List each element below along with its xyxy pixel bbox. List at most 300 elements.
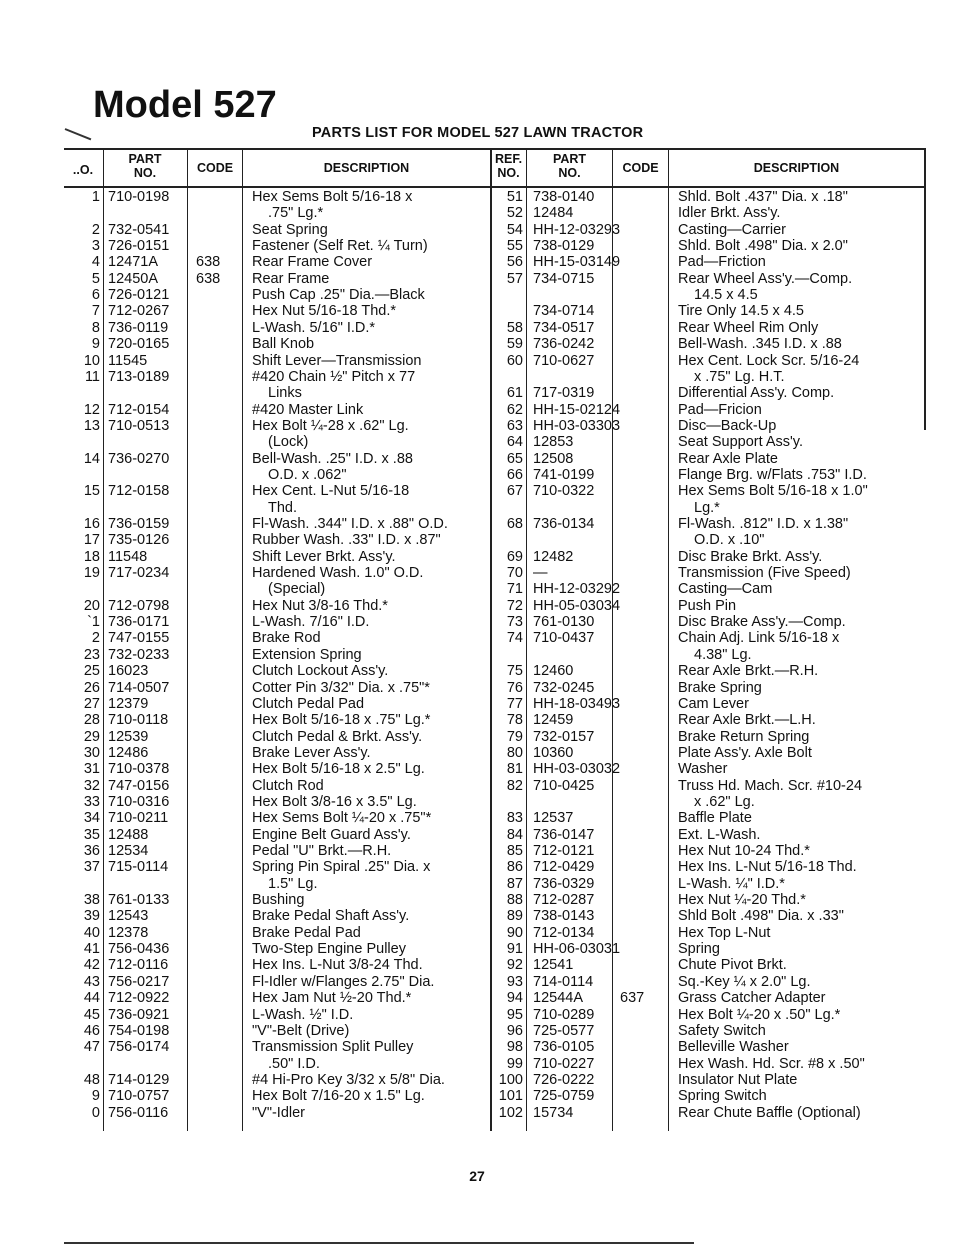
- part-no: 756-0116: [108, 1104, 169, 1121]
- description: Hex Sems Bolt 5/16-18 x: [252, 189, 413, 205]
- part-no: 714-0507: [108, 679, 170, 696]
- part-no: HH-03-03303: [533, 417, 621, 434]
- ref-no: 88: [506, 892, 523, 909]
- part-no: 12486: [108, 744, 149, 761]
- description: Disc—Back-Up: [678, 417, 777, 434]
- description: Spring Switch: [678, 1088, 767, 1105]
- description: Grass Catcher Adapter: [678, 990, 826, 1007]
- ref-no: 83: [506, 810, 523, 827]
- description: Hardened Wash. 1.0" O.D.: [252, 565, 424, 582]
- description: Brake Return Spring: [678, 728, 810, 745]
- part-no: 734-0714: [533, 303, 595, 320]
- description: Hex Cent. Lock Scr. 5/16-24: [678, 352, 860, 369]
- ref-no: 62: [506, 401, 523, 418]
- ref-no: 74: [506, 630, 523, 647]
- part-no: 712-0134: [533, 924, 595, 941]
- ref-no: 86: [506, 859, 523, 876]
- part-no: 712-0158: [108, 483, 170, 500]
- part-no: 747-0156: [108, 777, 170, 794]
- part-no: HH-03-03032: [533, 761, 621, 778]
- ref-no: 35: [83, 826, 100, 843]
- description: Belleville Washer: [678, 1039, 789, 1056]
- part-no: 12450A: [108, 270, 158, 287]
- part-no: 736-0119: [108, 319, 169, 336]
- part-no: 712-0121: [533, 843, 595, 859]
- code: 638: [196, 254, 221, 271]
- part-no: 756-0436: [108, 941, 170, 958]
- description: Idler Brkt. Ass'y.: [678, 205, 781, 222]
- ref-no: 3: [91, 238, 100, 255]
- description: x .62" Lg.: [694, 793, 755, 810]
- ref-no: 5: [91, 270, 100, 287]
- description: Shift Lever—Transmission: [252, 352, 422, 369]
- ref-no: 8: [91, 319, 100, 336]
- ref-no: 6: [91, 287, 100, 304]
- ref-no: 78: [506, 712, 523, 729]
- col-divider-code-desc-right: [668, 148, 669, 1131]
- part-no: 12541: [533, 957, 574, 974]
- description: Spring Pin Spiral .25" Dia. x: [252, 859, 431, 876]
- ref-no: 71: [506, 581, 523, 598]
- description: 14.5 x 4.5: [694, 287, 758, 304]
- part-no: 12543: [108, 908, 149, 925]
- part-no: 714-0114: [533, 973, 594, 990]
- ref-no: 26: [83, 679, 100, 696]
- part-no: HH-06-03031: [533, 941, 621, 958]
- ref-no: 73: [506, 614, 523, 631]
- header-ref-right: REF. NO.: [494, 152, 523, 180]
- description: (Lock): [268, 434, 309, 451]
- description: #420 Chain ½" Pitch x 77: [252, 368, 416, 385]
- part-no: 710-0118: [108, 712, 169, 729]
- part-no: 725-0577: [533, 1022, 595, 1039]
- description: Plate Ass'y. Axle Bolt: [678, 744, 812, 761]
- part-no: 12459: [533, 712, 574, 729]
- description: #4 Hi-Pro Key 3/32 x 5/8" Dia.: [252, 1071, 445, 1088]
- table-top-rule: [64, 148, 925, 150]
- part-no: HH-05-03034: [533, 597, 621, 614]
- description: (Special): [268, 581, 326, 598]
- ref-no: 39: [83, 908, 100, 925]
- ref-no: 32: [83, 777, 100, 794]
- description: Engine Belt Guard Ass'y.: [252, 826, 411, 843]
- part-no: HH-15-02124: [533, 401, 621, 418]
- description: Rear Frame Cover: [252, 254, 373, 271]
- description: Fl-Wash. .344" I.D. x .88" O.D.: [252, 516, 448, 532]
- ref-no: 30: [83, 744, 100, 761]
- description: O.D. x .062": [268, 466, 347, 483]
- bottom-rule: [64, 1242, 694, 1244]
- part-no: 717-0319: [533, 385, 595, 402]
- ref-no: 52: [506, 205, 523, 222]
- description: Fastener (Self Ret. ¼ Turn): [252, 238, 428, 255]
- ref-no: 60: [506, 352, 523, 369]
- description: .75" Lg.*: [268, 205, 324, 222]
- description: Insulator Nut Plate: [678, 1071, 798, 1088]
- part-no: HH-12-03293: [533, 221, 621, 238]
- header-part-left: PART NO.: [128, 152, 162, 180]
- header-bottom-rule: [64, 186, 925, 188]
- description: Casting—Cam: [678, 581, 773, 598]
- ref-no: 42: [83, 957, 100, 974]
- part-no: 15734: [533, 1104, 574, 1121]
- part-no: 12539: [108, 728, 149, 745]
- ref-no: 20: [83, 597, 100, 614]
- ref-no: 98: [506, 1039, 523, 1056]
- description: Pad—Fricion: [678, 401, 762, 418]
- ref-no: 84: [506, 826, 523, 843]
- ref-no: 12: [83, 401, 100, 418]
- ref-no: 75: [506, 663, 523, 680]
- part-no: 732-0233: [108, 646, 170, 663]
- ref-no: 11: [84, 368, 100, 385]
- description: Ball Knob: [252, 336, 315, 353]
- ref-no: 65: [506, 450, 523, 467]
- ref-no: 23: [83, 646, 100, 663]
- ref-no: 59: [506, 336, 523, 353]
- ref-no: 13: [83, 417, 100, 434]
- description: L-Wash. ½" I.D.: [252, 1006, 354, 1023]
- ref-no: 14: [83, 450, 100, 467]
- ref-no: 95: [506, 1006, 523, 1023]
- description: Hex Ins. L-Nut 3/8-24 Thd.: [252, 957, 423, 974]
- description: Sq.-Key ¼ x 2.0" Lg.: [678, 973, 811, 990]
- ref-no: 55: [506, 238, 523, 255]
- description: Hex Jam Nut ½-20 Thd.*: [252, 990, 412, 1007]
- description: Hex Bolt 5/16-18 x .75" Lg.*: [252, 712, 431, 729]
- part-no: 736-0134: [533, 516, 595, 532]
- part-no: 734-0715: [533, 270, 595, 287]
- part-no: —: [533, 565, 548, 582]
- ref-no: 66: [506, 466, 523, 483]
- ref-no: 45: [83, 1006, 100, 1023]
- description: Disc Brake Brkt. Ass'y.: [678, 548, 823, 565]
- header-code-left: CODE: [196, 161, 234, 175]
- description: Rear Wheel Rim Only: [678, 319, 819, 336]
- description: Hex Nut 10-24 Thd.*: [678, 843, 810, 859]
- description: Pedal "U" Brkt.—R.H.: [252, 843, 392, 859]
- description: O.D. x .10": [694, 532, 765, 549]
- description: Flange Brg. w/Flats .753" I.D.: [678, 466, 867, 483]
- part-no: 738-0143: [533, 908, 595, 925]
- ref-no: 69: [506, 548, 523, 565]
- description: Spring: [678, 941, 720, 958]
- part-no: 712-0429: [533, 859, 595, 876]
- ref-no: 47: [83, 1039, 100, 1056]
- description: Chain Adj. Link 5/16-18 x: [678, 630, 840, 647]
- part-no: 717-0234: [108, 565, 170, 582]
- part-no: 710-0757: [108, 1088, 170, 1105]
- part-no: 712-0154: [108, 401, 170, 418]
- description: x .75" Lg. H.T.: [694, 368, 785, 385]
- part-no: 12460: [533, 663, 574, 680]
- ref-no: 16: [83, 516, 100, 532]
- description: Brake Lever Ass'y.: [252, 744, 371, 761]
- header-code-right: CODE: [622, 161, 659, 175]
- ref-no: 2: [91, 630, 100, 647]
- ref-no: 27: [83, 695, 100, 712]
- ref-no: 38: [83, 892, 100, 909]
- part-no: 12544A: [533, 990, 583, 1007]
- part-no: 726-0222: [533, 1071, 595, 1088]
- description: Shift Lever Brkt. Ass'y.: [252, 548, 396, 565]
- part-no: 710-0227: [533, 1055, 595, 1072]
- description: Hex Bolt 7/16-20 x 1.5" Lg.: [252, 1088, 425, 1105]
- ref-no: 40: [83, 924, 100, 941]
- part-no: 12482: [533, 548, 574, 565]
- part-no: 736-0270: [108, 450, 170, 467]
- description: Baffle Plate: [678, 810, 752, 827]
- part-no: 712-0798: [108, 597, 170, 614]
- description: Brake Pedal Pad: [252, 924, 361, 941]
- description: Differential Ass'y. Comp.: [678, 385, 835, 402]
- ref-no: 19: [83, 565, 100, 582]
- page-title: Model 527: [93, 84, 277, 126]
- header-desc-left: DESCRIPTION: [323, 161, 410, 175]
- description: Hex Cent. L-Nut 5/16-18: [252, 483, 410, 500]
- header-ref-left: ..O.: [72, 163, 94, 177]
- code: 638: [196, 270, 221, 287]
- description: Ext. L-Wash.: [678, 826, 761, 843]
- ref-no: 70: [506, 565, 523, 582]
- part-no: 726-0151: [108, 238, 170, 255]
- part-no: 732-0541: [108, 221, 170, 238]
- part-no: 725-0759: [533, 1088, 595, 1105]
- part-no: 714-0129: [108, 1071, 170, 1088]
- part-no: 710-0211: [108, 810, 169, 827]
- ref-no: 4: [91, 254, 100, 271]
- ref-no: 76: [506, 679, 523, 696]
- part-no: 10360: [533, 744, 574, 761]
- part-no: 736-0329: [533, 875, 595, 892]
- ref-no: 17: [83, 532, 100, 549]
- description: Fl-Idler w/Flanges 2.75" Dia.: [252, 973, 435, 990]
- ref-no: 44: [83, 990, 100, 1007]
- part-no: 726-0121: [108, 287, 170, 304]
- ref-no: 34: [83, 810, 100, 827]
- part-no: 761-0130: [533, 614, 595, 631]
- part-no: 12378: [108, 924, 149, 941]
- col-divider-code-desc: [242, 148, 243, 1131]
- ref-no: 101: [498, 1088, 523, 1105]
- description: Cam Lever: [678, 695, 749, 712]
- part-no: 710-0378: [108, 761, 170, 778]
- description: Hex Bolt ¼-20 x .50" Lg.*: [678, 1006, 841, 1023]
- part-no: 756-0174: [108, 1039, 170, 1056]
- ref-no: 7: [91, 303, 100, 320]
- ref-no: 58: [506, 319, 523, 336]
- part-no: 715-0114: [108, 859, 169, 876]
- part-no: 734-0517: [533, 319, 595, 336]
- part-no: 735-0126: [108, 532, 170, 549]
- ref-no: 15: [83, 483, 100, 500]
- description: Chute Pivot Brkt.: [678, 957, 787, 974]
- part-no: 12537: [533, 810, 574, 827]
- ref-no: 67: [506, 483, 523, 500]
- description: Brake Rod: [252, 630, 321, 647]
- description: Hex Ins. L-Nut 5/16-18 Thd.: [678, 859, 857, 876]
- description: Rear Axle Brkt.—L.H.: [678, 712, 816, 729]
- part-no: 12484: [533, 205, 574, 222]
- part-no: 710-0425: [533, 777, 595, 794]
- ref-no: 51: [506, 189, 523, 205]
- description: Rear Axle Plate: [678, 450, 778, 467]
- description: L-Wash. 7/16" I.D.: [252, 614, 370, 631]
- description: "V"-Belt (Drive): [252, 1022, 350, 1039]
- description: Casting—Carrier: [678, 221, 786, 238]
- ref-no: 9: [91, 1088, 100, 1105]
- part-no: 710-0437: [533, 630, 595, 647]
- ref-no: 2: [91, 221, 100, 238]
- description: Hex Sems Bolt 5/16-18 x 1.0": [678, 483, 868, 500]
- description: Rear Frame: [252, 270, 330, 287]
- code: 637: [620, 990, 645, 1007]
- description: Shld. Bolt .437" Dia. x .18": [678, 189, 848, 205]
- description: Thd.: [268, 499, 298, 516]
- ref-no: 100: [498, 1071, 523, 1088]
- description: Two-Step Engine Pulley: [252, 941, 406, 958]
- ref-no: 61: [506, 385, 523, 402]
- part-no: 12853: [533, 434, 574, 451]
- description: "V"-Idler: [252, 1104, 306, 1121]
- description: Rear Wheel Ass'y.—Comp.: [678, 270, 853, 287]
- part-no: 12471A: [108, 254, 158, 271]
- description: Clutch Lockout Ass'y.: [252, 663, 389, 680]
- part-no: 16023: [108, 663, 149, 680]
- ref-no: 43: [83, 973, 100, 990]
- description: Links: [268, 385, 302, 402]
- part-no: 738-0140: [533, 189, 595, 205]
- description: Push Cap .25" Dia.—Black: [252, 287, 425, 304]
- description: Hex Wash. Hd. Scr. #8 x .50": [678, 1055, 865, 1072]
- part-no: 754-0198: [108, 1022, 170, 1039]
- part-no: 710-0198: [108, 189, 170, 205]
- part-no: 710-0316: [108, 793, 170, 810]
- description: Clutch Pedal Pad: [252, 695, 365, 712]
- part-no: 12488: [108, 826, 149, 843]
- description: Tire Only 14.5 x 4.5: [678, 303, 804, 320]
- ref-no: 72: [506, 597, 523, 614]
- ref-no: 57: [506, 270, 523, 287]
- description: .50" I.D.: [268, 1055, 320, 1072]
- part-no: 741-0199: [533, 466, 595, 483]
- parts-list-heading: PARTS LIST FOR MODEL 527 LAWN TRACTOR: [312, 125, 644, 141]
- ref-no: 0: [91, 1104, 100, 1121]
- description: Hex Bolt ¼-28 x .62" Lg.: [252, 417, 409, 434]
- ref-no: 25: [83, 663, 100, 680]
- ref-no: 87: [506, 875, 523, 892]
- description: Brake Pedal Shaft Ass'y.: [252, 908, 410, 925]
- ref-no: 99: [506, 1055, 523, 1072]
- part-no: 736-0159: [108, 516, 170, 532]
- ref-no: 93: [506, 973, 523, 990]
- ref-no: 48: [83, 1071, 100, 1088]
- part-no: 712-0116: [108, 957, 169, 974]
- ref-no: 46: [83, 1022, 100, 1039]
- description: Shld. Bolt .498" Dia. x 2.0": [678, 238, 848, 255]
- description: Hex Nut 3/8-16 Thd.*: [252, 597, 388, 614]
- description: Clutch Rod: [252, 777, 324, 794]
- part-no: 712-0267: [108, 303, 170, 320]
- ref-no: 10: [83, 352, 100, 369]
- description: Bushing: [252, 892, 305, 909]
- ref-no: 29: [83, 728, 100, 745]
- ref-no: 33: [83, 793, 100, 810]
- description: Lg.*: [694, 499, 720, 516]
- description: Hex Top L-Nut: [678, 924, 771, 941]
- ref-no: `1: [87, 614, 100, 631]
- part-no: 747-0155: [108, 630, 170, 647]
- ref-no: 1: [91, 189, 100, 205]
- ref-no: 77: [506, 695, 523, 712]
- part-no: 736-0921: [108, 1006, 170, 1023]
- ref-no: 68: [506, 516, 523, 532]
- part-no: 710-0627: [533, 352, 595, 369]
- part-no: 736-0105: [533, 1039, 595, 1056]
- part-no: 713-0189: [108, 368, 170, 385]
- ref-no: 85: [506, 843, 523, 859]
- ref-no: 90: [506, 924, 523, 941]
- ref-no: 89: [506, 908, 523, 925]
- description: L-Wash. 5/16" I.D.*: [252, 319, 376, 336]
- part-no: 710-0322: [533, 483, 595, 500]
- part-no: 12379: [108, 695, 149, 712]
- description: L-Wash. ¼" I.D.*: [678, 875, 785, 892]
- ref-no: 28: [83, 712, 100, 729]
- part-no: 11545: [108, 352, 148, 369]
- part-no: HH-12-03292: [533, 581, 621, 598]
- description: Extension Spring: [252, 646, 362, 663]
- ref-no: 82: [506, 777, 523, 794]
- description: Seat Support Ass'y.: [678, 434, 804, 451]
- header-desc-right: DESCRIPTION: [753, 161, 840, 175]
- part-no: 756-0217: [108, 973, 170, 990]
- description: Brake Spring: [678, 679, 762, 696]
- part-no: 712-0287: [533, 892, 595, 909]
- description: Safety Switch: [678, 1022, 766, 1039]
- ref-no: 63: [506, 417, 523, 434]
- description: Rear Axle Brkt.—R.H.: [678, 663, 819, 680]
- ref-no: 41: [83, 941, 100, 958]
- ref-no: 80: [506, 744, 523, 761]
- description: Clutch Pedal & Brkt. Ass'y.: [252, 728, 423, 745]
- part-no: 736-0171: [108, 614, 170, 631]
- description: Bell-Wash. .25" I.D. x .88: [252, 450, 413, 467]
- ref-no: 56: [506, 254, 523, 271]
- description: Hex Sems Bolt ¼-20 x .75"*: [252, 810, 432, 827]
- description: 1.5" Lg.: [268, 875, 318, 892]
- description: Seat Spring: [252, 221, 328, 238]
- description: Pad—Friction: [678, 254, 766, 271]
- ref-no: 102: [498, 1104, 523, 1121]
- description: Shld Bolt .498" Dia. x .33": [678, 908, 844, 925]
- ref-no: 79: [506, 728, 523, 745]
- description: Hex Nut ¼-20 Thd.*: [678, 892, 806, 909]
- page-number: 27: [469, 1168, 485, 1184]
- description: #420 Master Link: [252, 401, 364, 418]
- header-part-right: PART NO.: [552, 152, 587, 180]
- description: Washer: [678, 761, 728, 778]
- ref-no: 9: [91, 336, 100, 353]
- ref-no: 36: [83, 843, 100, 859]
- ref-no: 54: [506, 221, 523, 238]
- part-no: 710-0513: [108, 417, 170, 434]
- part-no: HH-18-03493: [533, 695, 621, 712]
- description: Hex Bolt 5/16-18 x 2.5" Lg.: [252, 761, 425, 778]
- part-no: 11548: [108, 548, 148, 565]
- description: Hex Bolt 3/8-16 x 3.5" Lg.: [252, 793, 417, 810]
- ref-no: 37: [83, 859, 100, 876]
